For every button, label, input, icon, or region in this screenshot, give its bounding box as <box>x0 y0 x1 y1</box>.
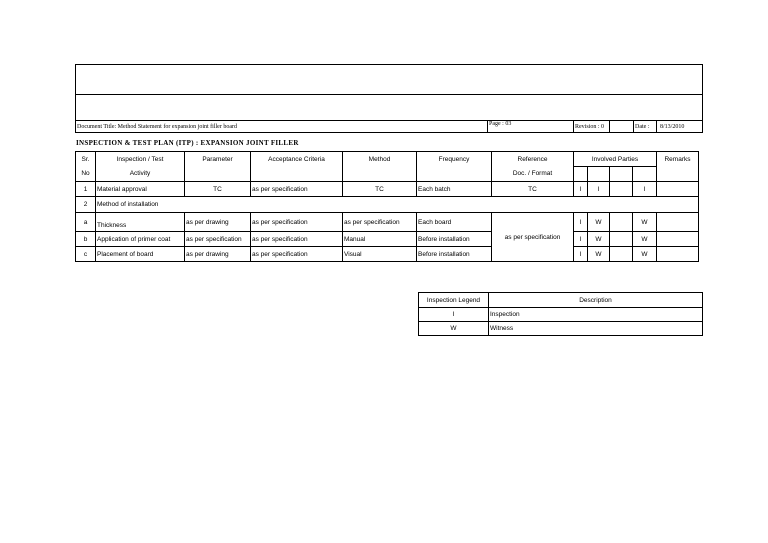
header-method-blank <box>343 167 417 182</box>
header-frequency-blank <box>417 167 492 182</box>
row-a-activity: Thickness <box>96 213 185 232</box>
table-row <box>76 247 699 262</box>
table-row <box>76 182 699 197</box>
row-b-activity: Application of primer coat <box>96 232 185 247</box>
header-reference-1: Reference <box>492 152 574 167</box>
row-c-party-3 <box>610 247 633 262</box>
row-c-frequency: Before installation <box>417 247 492 262</box>
row1-frequency: Each batch <box>417 182 492 197</box>
row-b-party-4: W <box>633 232 657 247</box>
document-title: Document Title: Method Statement for expansion joint filler board <box>77 124 237 130</box>
revision-label: Revision : 0 <box>575 124 605 130</box>
row-b-frequency: Before installation <box>417 232 492 247</box>
row1-party-2: I <box>588 182 610 197</box>
row-a-party-4: W <box>633 213 657 232</box>
header-parameter: Parameter <box>185 152 251 167</box>
header-remarks-blank <box>657 167 699 182</box>
legend-description: Witness <box>489 322 703 336</box>
header-party-4 <box>633 167 657 182</box>
row-c-activity: Placement of board <box>96 247 185 262</box>
row-b-method: Manual <box>343 232 417 247</box>
row-c-method: Visual <box>343 247 417 262</box>
itp-table <box>75 151 699 262</box>
row1-party-1: I <box>574 182 588 197</box>
section-title: INSPECTION & TEST PLAN (ITP) : EXPANSION JOINT FILLER <box>76 139 299 147</box>
table-header-row-1 <box>76 152 699 167</box>
header-sr: Sr. <box>76 152 96 167</box>
header-acceptance: Acceptance Criteria <box>251 152 343 167</box>
row-c-acceptance: as per specification <box>251 247 343 262</box>
row1-activity: Material approval <box>96 182 185 197</box>
row-a-sr: a <box>76 213 96 232</box>
row-c-party-1: I <box>574 247 588 262</box>
row1-parameter: TC <box>185 182 251 197</box>
row-c-party-2: W <box>588 247 610 262</box>
header-activity-2: Activity <box>96 167 185 182</box>
legend-header-code: Inspection Legend <box>419 293 489 308</box>
legend-header-description: Description <box>489 293 703 308</box>
header-activity-1: Inspection / Test <box>96 152 185 167</box>
row-b-party-1: I <box>574 232 588 247</box>
row-a-party-2: W <box>588 213 610 232</box>
header-method: Method <box>343 152 417 167</box>
legend-code: W <box>419 322 489 336</box>
row1-party-3 <box>610 182 633 197</box>
header-acceptance-blank <box>251 167 343 182</box>
header-divider-1 <box>75 94 703 95</box>
row-c-remarks <box>657 247 699 262</box>
header-divider-page <box>487 120 488 133</box>
row-c-sr: c <box>76 247 96 262</box>
row1-method: TC <box>343 182 417 197</box>
row-c-parameter: as per drawing <box>185 247 251 262</box>
header-divider-date2 <box>656 120 657 133</box>
row-a-party-1: I <box>574 213 588 232</box>
row-b-sr: b <box>76 232 96 247</box>
row1-acceptance: as per specification <box>251 182 343 197</box>
date-value: 8/13/2010 <box>660 124 685 130</box>
row-a-party-3 <box>610 213 633 232</box>
row2-sr: 2 <box>76 197 96 213</box>
table-header-row-2 <box>76 167 699 182</box>
legend-description: Inspection <box>489 308 703 322</box>
row1-remarks <box>657 182 699 197</box>
table-row <box>76 213 699 232</box>
header-no: No <box>76 167 96 182</box>
row1-sr: 1 <box>76 182 96 197</box>
legend-code: I <box>419 308 489 322</box>
row-b-parameter: as per specification <box>185 232 251 247</box>
page-label: Page : 03 <box>489 121 512 127</box>
list-item <box>419 322 703 336</box>
header-divider-rev <box>573 120 574 133</box>
row-c-party-4: W <box>633 247 657 262</box>
merged-reference: as per specification <box>492 213 574 262</box>
table-row <box>76 197 699 213</box>
header-divider-date <box>633 120 634 133</box>
header-remarks: Remarks <box>657 152 699 167</box>
row-a-parameter: as per drawing <box>185 213 251 232</box>
header-reference-2: Doc. / Format <box>492 167 574 182</box>
row-a-acceptance: as per specification <box>251 213 343 232</box>
row-a-remarks <box>657 213 699 232</box>
header-frequency: Frequency <box>417 152 492 167</box>
row2-activity: Method of installation <box>96 197 699 213</box>
row-a-frequency: Each board <box>417 213 492 232</box>
list-item <box>419 308 703 322</box>
header-parameter-blank <box>185 167 251 182</box>
date-label: Date : <box>635 124 650 130</box>
legend-table <box>418 292 703 336</box>
header-party-1 <box>574 167 588 182</box>
table-row <box>76 232 699 247</box>
row-a-method: as per specification <box>343 213 417 232</box>
legend-header-row <box>419 293 703 308</box>
row-b-party-2: W <box>588 232 610 247</box>
header-party-3 <box>610 167 633 182</box>
row-b-party-3 <box>610 232 633 247</box>
header-parties: Involved Parties <box>574 152 657 167</box>
header-party-2 <box>588 167 610 182</box>
row1-party-4: I <box>633 182 657 197</box>
row-b-remarks <box>657 232 699 247</box>
header-divider-rev2 <box>609 120 610 133</box>
row-b-acceptance: as per specification <box>251 232 343 247</box>
row1-reference: TC <box>492 182 574 197</box>
